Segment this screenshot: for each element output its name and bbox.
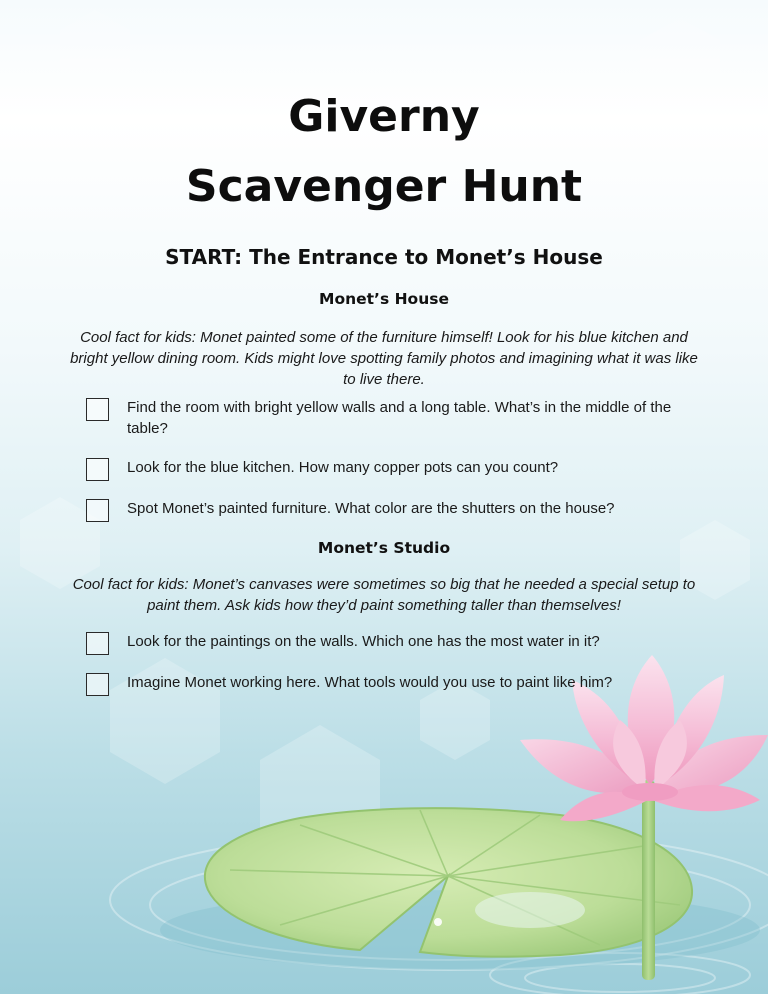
section-heading-monets-house: Monet’s House (319, 290, 449, 308)
section-fact-monets-house: Cool fact for kids: Monet painted some of the furniture himself! Look for his blue kitchen and bright yellow dining room. Kids might love spotting family photos and imagining what it was like to live there. (70, 329, 698, 388)
section-heading-monets-studio: Monet’s Studio (317, 539, 451, 557)
lotus-stem (642, 780, 655, 980)
checkbox[interactable] (86, 632, 109, 655)
section-fact-monets-studio: Cool fact for kids: Monet’s canvases were sometimes so big that he needed a special setup to paint them. Ask kids how they’d paint something taller than themselves! (72, 576, 696, 614)
checklist-item-text: Spot Monet’s painted furniture. What color are the shutters on the house? (127, 500, 615, 517)
checkbox[interactable] (86, 398, 109, 421)
page-subtitle: START: The Entrance to Monet’s House (165, 245, 603, 269)
checklist-item-text: Find the room with bright yellow walls and a long table. What’s in the middle of the table? (127, 399, 672, 437)
checkbox[interactable] (86, 499, 109, 522)
checkbox[interactable] (86, 673, 109, 696)
page-title-line2: Scavenger Hunt (185, 161, 583, 212)
lily-pad-icon (205, 808, 692, 957)
checklist-item-text: Imagine Monet working here. What tools would you use to paint like him? (127, 674, 613, 691)
checklist-item-text: Look for the paintings on the walls. Which one has the most water in it? (127, 633, 600, 650)
page-title-line1: Giverny (288, 91, 480, 142)
checklist-item-text: Look for the blue kitchen. How many copper pots can you count? (127, 459, 559, 476)
checkbox[interactable] (86, 458, 109, 481)
